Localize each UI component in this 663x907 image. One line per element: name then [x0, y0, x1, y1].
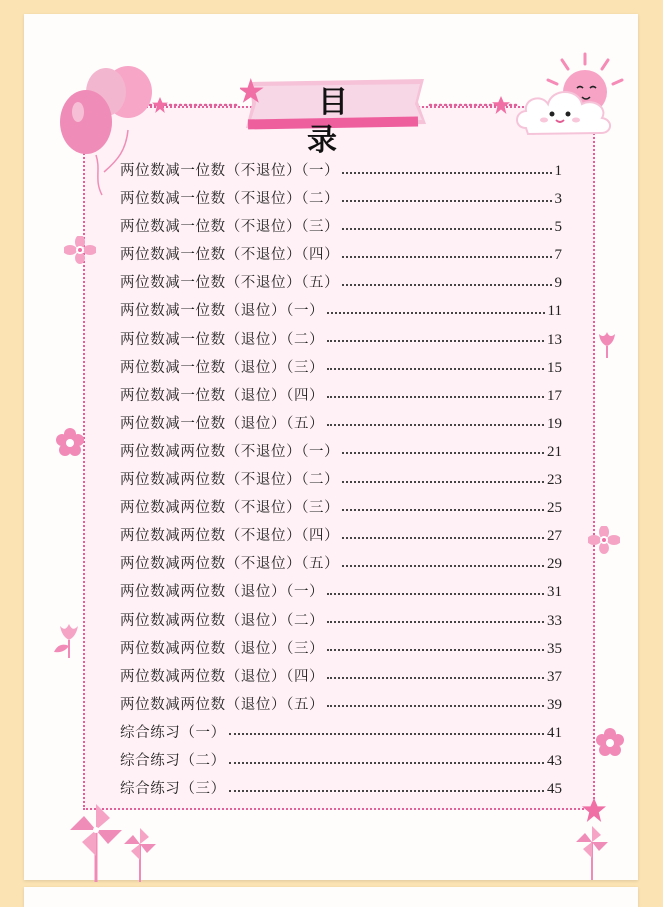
flower-icon: [56, 428, 84, 456]
toc-entry[interactable]: [120, 663, 562, 691]
toc-entry[interactable]: [120, 185, 562, 213]
toc-entry-title: 两位数减两位数（退位）（一）: [120, 584, 325, 601]
toc-leader: [229, 761, 544, 764]
toc-entry-page: 17: [547, 387, 562, 404]
toc-entry-title: 两位数减两位数（退位）（五）: [120, 696, 325, 713]
toc-leader: [342, 227, 551, 230]
star-icon: [492, 96, 510, 114]
toc-entry-title: 两位数减一位数（退位）（四）: [120, 387, 325, 404]
toc-entry-page: 13: [547, 331, 562, 348]
toc-entry[interactable]: [120, 775, 562, 803]
toc-entry[interactable]: [120, 494, 562, 522]
toc-entry-title: 两位数减一位数（不退位）（一）: [120, 163, 340, 179]
toc-entry-page: 31: [547, 584, 562, 601]
toc-leader: [327, 367, 544, 370]
toc-entry-title: 两位数减两位数（不退位）（四）: [120, 528, 340, 545]
toc-entry-page: 35: [547, 640, 562, 657]
toc-entry-page: 3: [554, 191, 562, 208]
toc-leader: [342, 283, 551, 286]
toc-leader: [327, 395, 544, 398]
toc-entry[interactable]: [120, 747, 562, 775]
toc-entry-page: 1: [554, 163, 562, 179]
toc-leader: [327, 648, 544, 651]
toc-leader: [229, 732, 544, 735]
toc-entry[interactable]: [120, 466, 562, 494]
toc-leader: [327, 311, 544, 314]
toc-entry[interactable]: [120, 241, 562, 269]
toc-entry-page: 27: [547, 528, 562, 545]
toc-leader: [342, 536, 544, 539]
toc-entry-page: 11: [547, 303, 562, 320]
toc-entry[interactable]: [120, 382, 562, 410]
toc-entry-page: 21: [547, 443, 562, 460]
toc-entry-title: 综合练习（三）: [120, 781, 226, 798]
toc-entry-page: 41: [547, 724, 562, 741]
toc-leader: [342, 255, 551, 258]
toc-entry-page: 19: [547, 415, 562, 432]
toc-entry[interactable]: [120, 522, 562, 550]
page-title: 目 录: [307, 85, 422, 158]
toc-entry-page: 25: [547, 500, 562, 517]
toc-entry[interactable]: [120, 719, 562, 747]
toc-entry-page: 29: [547, 556, 562, 573]
toc-entry-page: 15: [547, 359, 562, 376]
flower-icon: [596, 728, 624, 756]
toc-leader: [342, 451, 544, 454]
toc-entry-page: 7: [554, 247, 562, 264]
toc-entry-title: 综合练习（二）: [120, 752, 226, 769]
toc-entry[interactable]: [120, 550, 562, 578]
toc-leader: [342, 480, 544, 483]
toc-leader: [327, 339, 544, 342]
toc-entry-title: 两位数减一位数（不退位）（五）: [120, 275, 340, 292]
flower-icon: [588, 526, 620, 554]
toc-leader: [327, 676, 544, 679]
toc-list: [120, 157, 562, 803]
flower-icon: [64, 236, 96, 264]
toc-leader: [342, 564, 544, 567]
toc-leader: [342, 199, 551, 202]
toc-entry[interactable]: [120, 607, 562, 635]
toc-entry[interactable]: [120, 297, 562, 325]
flower-icon: [52, 622, 86, 658]
toc-entry[interactable]: [120, 578, 562, 606]
toc-entry-title: 两位数减一位数（不退位）（三）: [120, 219, 340, 236]
toc-entry-page: 37: [547, 668, 562, 685]
toc-entry-title: 两位数减一位数（退位）（二）: [120, 331, 325, 348]
toc-leader: [327, 704, 544, 707]
toc-entry[interactable]: [120, 438, 562, 466]
toc-entry-page: 33: [547, 612, 562, 629]
flower-icon: [596, 332, 618, 358]
toc-leader: [327, 620, 544, 623]
toc-entry-title: 两位数减一位数（退位）（三）: [120, 359, 325, 376]
toc-entry-page: 45: [547, 781, 562, 798]
toc-entry-title: 两位数减两位数（退位）（二）: [120, 612, 325, 629]
star-icon: [152, 97, 168, 113]
toc-leader: [342, 171, 551, 174]
pinwheel-icon: [574, 822, 610, 880]
star-icon: [582, 798, 606, 822]
pinwheel-icon: [68, 802, 164, 882]
toc-entry[interactable]: [120, 213, 562, 241]
toc-entry-page: 43: [547, 752, 562, 769]
toc-leader: [327, 592, 544, 595]
toc-leader: [342, 508, 544, 511]
toc-entry[interactable]: [120, 635, 562, 663]
toc-entry-title: 两位数减一位数（不退位）（四）: [120, 247, 340, 264]
toc-entry[interactable]: [120, 157, 562, 185]
toc-entry[interactable]: [120, 354, 562, 382]
toc-entry-title: 两位数减两位数（不退位）（一）: [120, 443, 340, 460]
toc-entry[interactable]: [120, 410, 562, 438]
toc-leader: [229, 789, 544, 792]
toc-entry-title: 两位数减两位数（退位）（三）: [120, 640, 325, 657]
toc-entry[interactable]: [120, 269, 562, 297]
toc-entry-title: 两位数减两位数（不退位）（二）: [120, 472, 340, 489]
toc-entry-page: 5: [554, 219, 562, 236]
toc-entry-page: 23: [547, 472, 562, 489]
toc-entry-title: 两位数减一位数（退位）（五）: [120, 415, 325, 432]
toc-entry-page: 9: [554, 275, 562, 292]
toc-entry-title: 两位数减两位数（退位）（四）: [120, 668, 325, 685]
toc-entry-title: 两位数减两位数（不退位）（三）: [120, 500, 340, 517]
toc-entry[interactable]: [120, 326, 562, 354]
toc-entry-page: 39: [547, 696, 562, 713]
toc-entry-title: 两位数减一位数（不退位）（二）: [120, 191, 340, 208]
toc-leader: [327, 423, 544, 426]
toc-entry-title: 两位数减两位数（不退位）（五）: [120, 556, 340, 573]
toc-entry-title: 综合练习（一）: [120, 724, 226, 741]
toc-entry-title: 两位数减一位数（退位）（一）: [120, 303, 325, 320]
cloud-icon: [512, 78, 618, 138]
toc-entry[interactable]: [120, 691, 562, 719]
